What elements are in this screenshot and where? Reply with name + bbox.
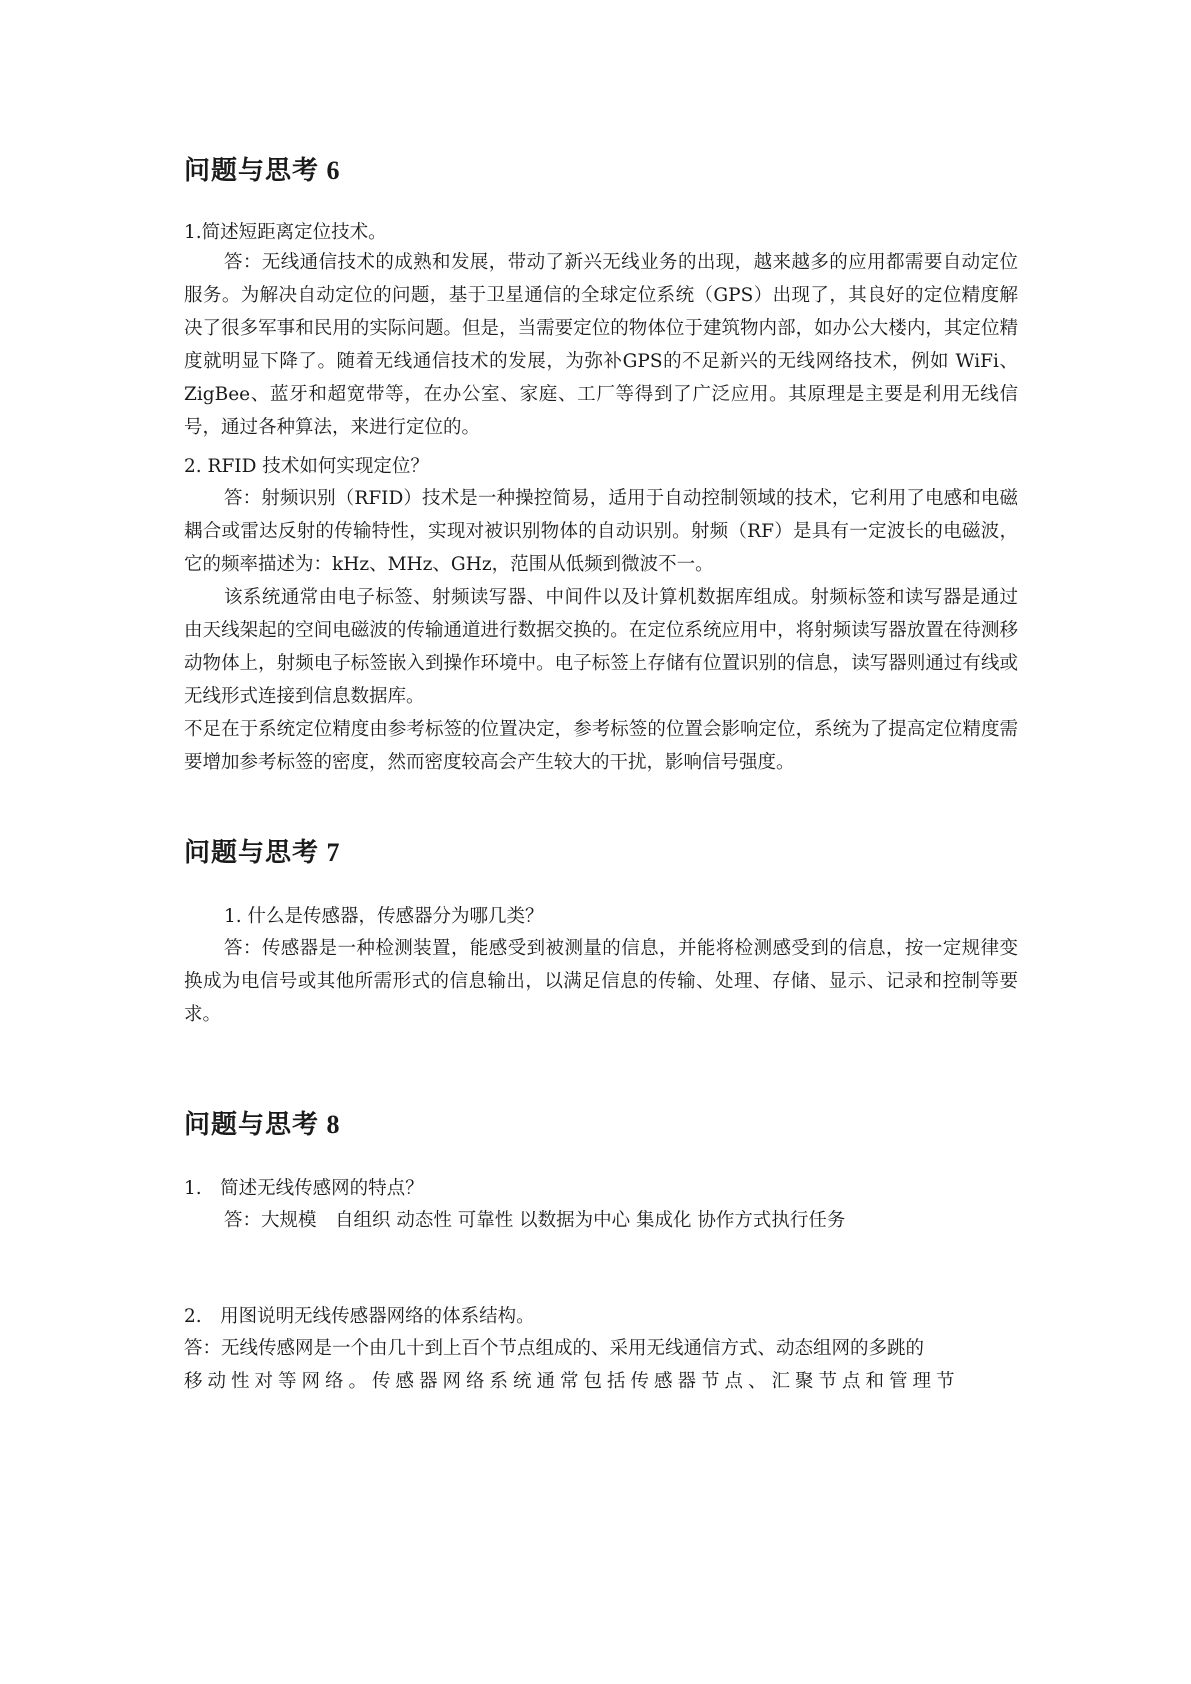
question-8-2: 2. 用图说明无线传感器网络的体系结构。	[184, 1306, 535, 1327]
answer-6-2-para2: 该系统通常由电子标签、射频读写器、中间件以及计算机数据库组成。射频标签和读写器是通过由天线架起的空间电磁波的传输通道进行数据交换的。在定位系统应用中，将射频读写器放置在待测移动物体上，射频电子标签嵌入到操作环境中。电子标签上存储有位置识别的信息，读写器则通过有线或无线形式连接到信息数据库。	[184, 587, 1018, 707]
answer-8-2-line1: 答：无线传感网是一个由几十到上百个节点组成的、采用无线通信方式、动态组网的多跳的	[184, 1338, 925, 1359]
question-6-1: 1.简述短距离定位技术。	[184, 222, 387, 243]
answer-7-1: 答：传感器是一种检测装置，能感受到被测量的信息，并能将检测感受到的信息，按一定规律变换成为电信号或其他所需形式的信息输出，以满足信息的传输、处理、存储、显示、记录和控制等要求。	[184, 938, 1018, 1025]
answer-6-2: 答：射频识别（RFID）技术是一种操控简易，适用于自动控制领域的技术，它利用了电感和电磁耦合或雷达反射的传输特性，实现对被识别物体的自动识别。射频（RF）是具有一定波长的电磁波，它的频率描述为：kHz、MHz、GHz，范围从低频到微波不一。	[184, 488, 1018, 575]
answer-6-1: 答：无线通信技术的成熟和发展，带动了新兴无线业务的出现，越来越多的应用都需要自动定位服务。为解决自动定位的问题，基于卫星通信的全球定位系统（GPS）出现了，其良好的定位精度解决了很多军事和民用的实际问题。但是，当需要定位的物体位于建筑物内部，如办公大楼内，其定位精度就明显下降了。随着无线通信技术的发展，为弥补GPS的不足新兴的无线网络技术，例如 WiFi、ZigBee、蓝牙和超宽带等，在办公室、家庭、工厂等得到了广泛应用。其原理是主要是利用无线信号，通过各种算法，来进行定位的。	[184, 252, 1018, 438]
section-heading-8: 问题与思考 8	[184, 1110, 341, 1139]
question-8-1: 1. 简述无线传感网的特点？	[184, 1178, 424, 1199]
section-heading-6: 问题与思考 6	[184, 156, 341, 185]
answer-8-1: 答：大规模 自组织 动态性 可靠性 以数据为中心 集成化 协作方式执行任务	[224, 1210, 846, 1231]
section-heading-7: 问题与思考 7	[184, 838, 341, 867]
answer-8-2-line2: 移动性对等网络。传感器网络系统通常包括传感器节点、汇聚节点和管理节	[184, 1371, 960, 1392]
question-7-1: 1. 什么是传感器，传感器分为哪几类？	[224, 906, 544, 927]
question-6-2: 2. RFID 技术如何实现定位？	[184, 456, 429, 477]
answer-6-2-para3: 不足在于系统定位精度由参考标签的位置决定，参考标签的位置会影响定位，系统为了提高定位精度需要增加参考标签的密度，然而密度较高会产生较大的干扰，影响信号强度。	[184, 719, 1018, 773]
